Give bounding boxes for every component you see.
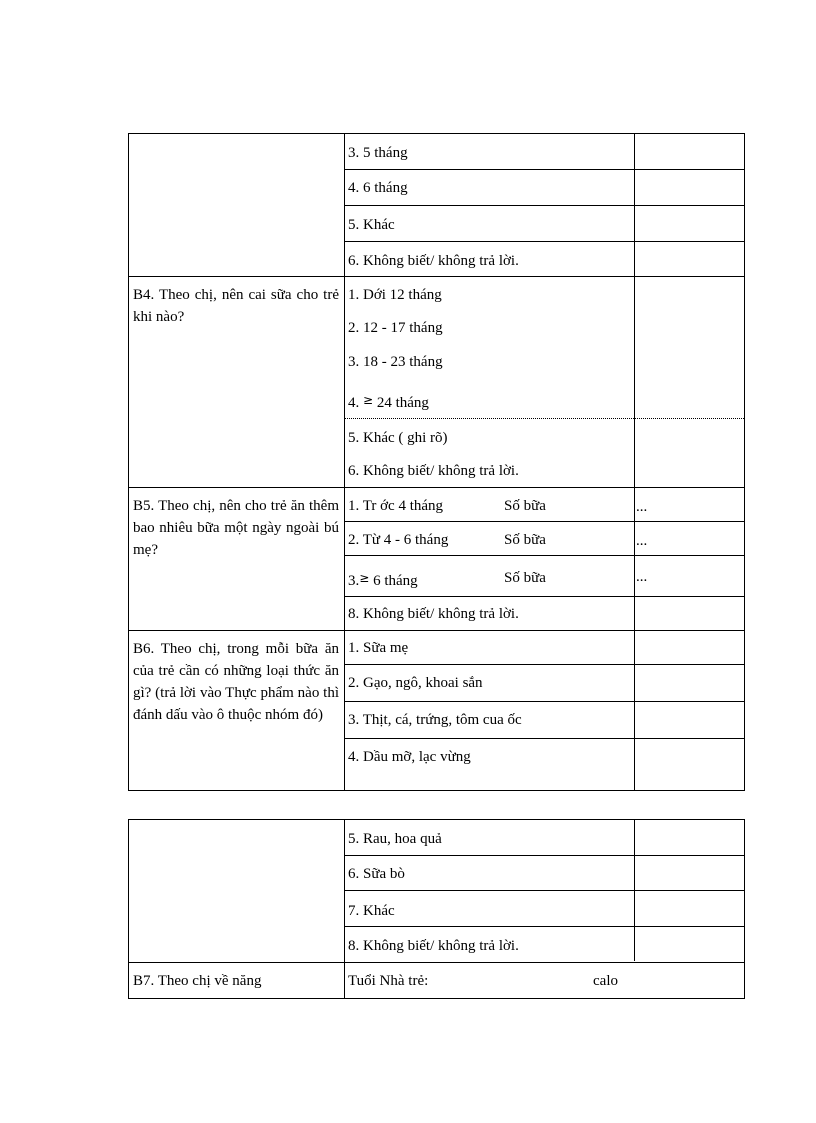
b5-option-3: 3.≥ 6 tháng: [348, 571, 418, 589]
b5-option-1: 1. Tr ớc 4 tháng: [348, 498, 444, 514]
blank-dots: ...: [636, 499, 648, 515]
row-divider: [344, 555, 744, 556]
option-text: 6. Không biết/ không trả lời.: [348, 253, 519, 269]
b6-option-2: 2. Gạo, ngô, khoai sắn: [348, 675, 483, 691]
b5-option-2: 2. Từ 4 - 6 tháng: [348, 532, 449, 548]
row-divider-dotted: [344, 418, 744, 419]
row-divider: [344, 701, 744, 702]
question-b7: B7. Theo chị về năng: [133, 973, 262, 989]
question-b5: B5. Theo chị, nên cho trẻ ăn thêm bao nhiêu bữa một ngày ngoài bú mẹ?: [133, 498, 339, 558]
b7-unit: calo: [593, 973, 618, 989]
questionnaire-table-2: [128, 819, 745, 999]
b6-option-1: 1. Sữa mẹ: [348, 640, 409, 656]
option-text: 4. 6 tháng: [348, 180, 408, 196]
row-divider: [344, 890, 744, 891]
greater-equal-symbol: ≥: [359, 571, 370, 585]
blank-dots: ...: [636, 533, 648, 549]
question-b4: B4. Theo chị, nên cai sữa cho trẻ khi nào?: [133, 287, 339, 325]
b6-option-4: 4. Dầu mỡ, lạc vừng: [348, 749, 471, 765]
b6-option-5: 5. Rau, hoa quả: [348, 831, 442, 847]
column-divider: [344, 134, 345, 790]
row-divider: [129, 487, 744, 488]
meals-label: Số bữa: [504, 532, 546, 548]
column-divider: [344, 820, 345, 998]
row-divider: [344, 738, 744, 739]
b6-option-8: 8. Không biết/ không trả lời.: [348, 938, 519, 954]
option-text: 3. 5 tháng: [348, 145, 408, 161]
meals-label: Số bữa: [504, 498, 546, 514]
row-divider: [344, 664, 744, 665]
b7-answer-label: Tuổi Nhà trẻ:: [348, 973, 429, 989]
b6-option-3: 3. Thịt, cá, trứng, tôm cua ốc: [348, 712, 522, 728]
column-divider: [634, 134, 635, 790]
row-divider: [129, 962, 744, 963]
b4-option-5: 5. Khác ( ghi rõ): [348, 430, 448, 446]
b6-option-7: 7. Khác: [348, 903, 395, 919]
row-divider: [344, 926, 744, 927]
b4-option-1: 1. Dới 12 tháng: [348, 287, 442, 303]
blank-dots: ...: [636, 569, 648, 585]
row-divider: [344, 169, 744, 170]
b4-option-2: 2. 12 - 17 tháng: [348, 320, 443, 336]
row-divider: [344, 205, 744, 206]
b4-option-3: 3. 18 - 23 tháng: [348, 354, 443, 370]
row-divider: [129, 630, 744, 631]
b6-option-6: 6. Sữa bò: [348, 866, 405, 882]
row-divider: [344, 596, 744, 597]
row-divider: [344, 855, 744, 856]
b4-option-4: 4. ≥ 24 tháng: [348, 393, 429, 411]
questionnaire-table-1: [128, 133, 745, 791]
row-divider: [344, 241, 744, 242]
question-b6: B6. Theo chị, trong mỗi bữa ăn của trẻ cần có những loại thức ăn gì? (trả lời vào Thực phẩm nào thì đánh dấu vào ô thuộc nhóm đó): [133, 641, 339, 723]
greater-equal-symbol: ≥: [363, 393, 374, 407]
row-divider: [129, 276, 744, 277]
option-text: 5. Khác: [348, 217, 395, 233]
meals-label: Số bữa: [504, 570, 546, 586]
b5-option-8: 8. Không biết/ không trả lời.: [348, 606, 519, 622]
row-divider: [344, 521, 744, 522]
b4-option-6: 6. Không biết/ không trả lời.: [348, 463, 519, 479]
